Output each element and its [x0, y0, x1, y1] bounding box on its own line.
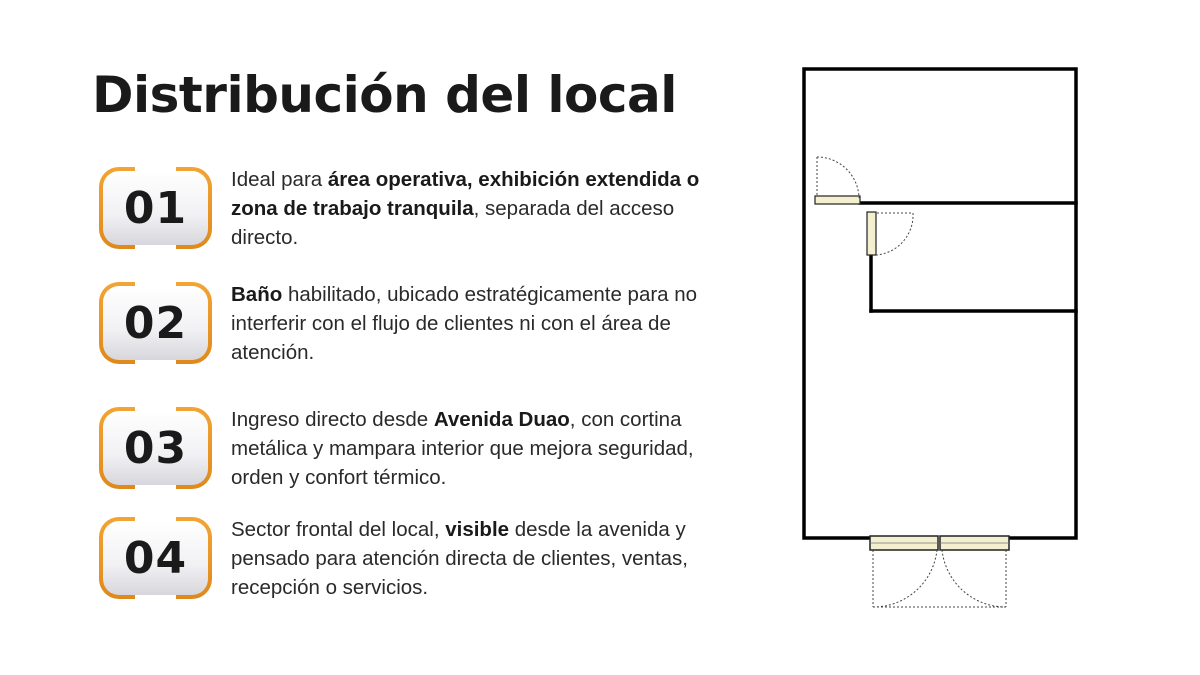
description-text: , con cortina metálica y mampara interior que mejora seguridad, orden y confort térmico. [231, 408, 694, 489]
feature-description [231, 165, 711, 252]
description-highlight: Baño [231, 283, 283, 306]
door-main-entrance [870, 536, 1009, 607]
description-highlight: área operativa, exhibición extendida o zona de trabajo tranquila [231, 168, 700, 220]
feature-description [231, 405, 711, 492]
feature-item-03 [99, 407, 709, 497]
feature-item-04 [99, 517, 709, 607]
number-badge [99, 517, 212, 599]
number-badge [99, 407, 212, 489]
feature-description [231, 280, 711, 367]
description-text: Sector frontal del local, [231, 518, 446, 541]
door-room-entrance [815, 157, 860, 204]
description-text: habilitado, ubicado estratégicamente para no interferir con el flujo de clientes ni con el área de atención. [231, 283, 698, 364]
badge-number: 04 [123, 532, 188, 584]
outer-walls [804, 69, 1076, 538]
description-text: Ideal para [231, 168, 328, 191]
description-highlight: visible [445, 518, 510, 541]
description-text: , separada del acceso directo. [231, 197, 675, 249]
door-bathroom [867, 212, 913, 255]
number-badge [99, 282, 212, 364]
interior-walls [860, 203, 1076, 311]
description-text: Ingreso directo desde [231, 408, 434, 431]
feature-item-02 [99, 282, 709, 372]
floor-plan [790, 60, 1090, 620]
badge-number: 01 [123, 182, 188, 234]
feature-description [231, 515, 711, 602]
feature-item-01 [99, 167, 709, 257]
description-text: desde la avenida y pensado para atención directa de clientes, ventas, recepción o servicios. [231, 518, 688, 599]
description-highlight: Avenida Duao [433, 408, 570, 431]
number-badge [99, 167, 212, 249]
badge-number: 02 [123, 297, 188, 349]
badge-number: 03 [123, 422, 188, 474]
page-title: Distribución del local [92, 66, 677, 124]
